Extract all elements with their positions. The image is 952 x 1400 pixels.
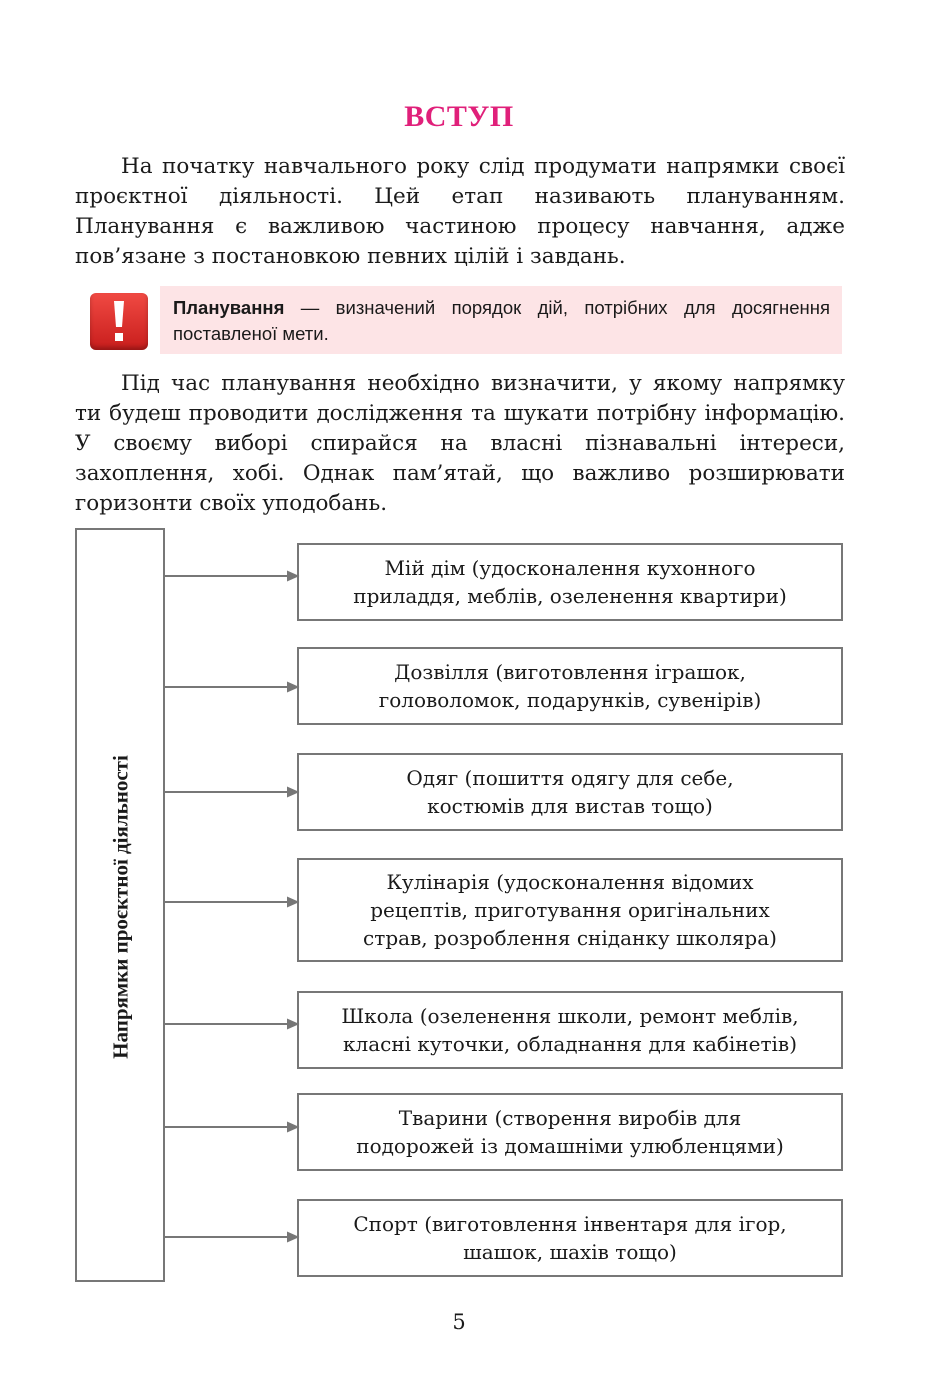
box-text-line: Дозвілля (виготовлення іграшок, (394, 660, 746, 684)
box-text-line: страв, розроблення сніданку школяра) (363, 926, 777, 950)
diagram-root-label: Напрямки проєктної діяльності (108, 755, 133, 1059)
definition-term: Планування (173, 297, 285, 318)
page-number: 5 (452, 1310, 466, 1334)
planning-paragraph: Під час планування необхідно визначити, у якому напрямку ти будеш проводити дослідження та шукати потрібну інформацію. У своєму виборі спирайся на власні пізнавальні інтереси, захоплення, хобі. Однак пам’ятай, що важливо розширювати горизонти своїх уподобань. (75, 371, 845, 516)
box-text-line: Спорт (виготовлення інвентаря для ігор, (353, 1212, 787, 1236)
direction-box-pets (297, 1093, 843, 1171)
box-text-line: шашок, шахів тощо) (463, 1240, 677, 1264)
box-text-line: подорожей із домашніми улюбленцями) (356, 1134, 784, 1158)
box-text-line: рецептів, приготування оригінальних (370, 898, 770, 922)
box-text-line: Мій дім (удосконалення кухонного (384, 556, 756, 580)
intro-paragraph: На початку навчального року слід продумати напрямки своєї проєктної діяльності. Цей етап називають плануванням. Планування є важливою частиною процесу навчання, адже пов’язане з постановкою певних цілій і завдань. (75, 154, 845, 269)
box-text-line: головоломок, подарунків, сувенірів) (378, 688, 762, 712)
page-title: ВСТУП (404, 100, 514, 133)
box-text-line: Школа (озеленення школи, ремонт меблів, (341, 1004, 799, 1028)
direction-box-clothes (297, 753, 843, 831)
box-text-line: приладдя, меблів, озеленення квартири) (353, 584, 787, 608)
box-text-line: Тварини (створення виробів для (398, 1106, 742, 1130)
definition-text: — визначений порядок дій, потрібних для досягнення поставленої мети. (173, 297, 830, 344)
direction-box-school (297, 991, 843, 1069)
direction-box-leisure (297, 647, 843, 725)
box-text-line: Кулінарія (удосконалення відомих (386, 870, 754, 894)
direction-box-cooking (297, 858, 843, 962)
box-text-line: класні куточки, обладнання для кабінетів) (342, 1032, 797, 1056)
direction-box-home (297, 543, 843, 621)
direction-box-sport (297, 1199, 843, 1277)
box-text-line: Одяг (пошиття одягу для себе, (406, 766, 734, 790)
box-text-line: костюмів для вистав тощо) (427, 794, 713, 818)
